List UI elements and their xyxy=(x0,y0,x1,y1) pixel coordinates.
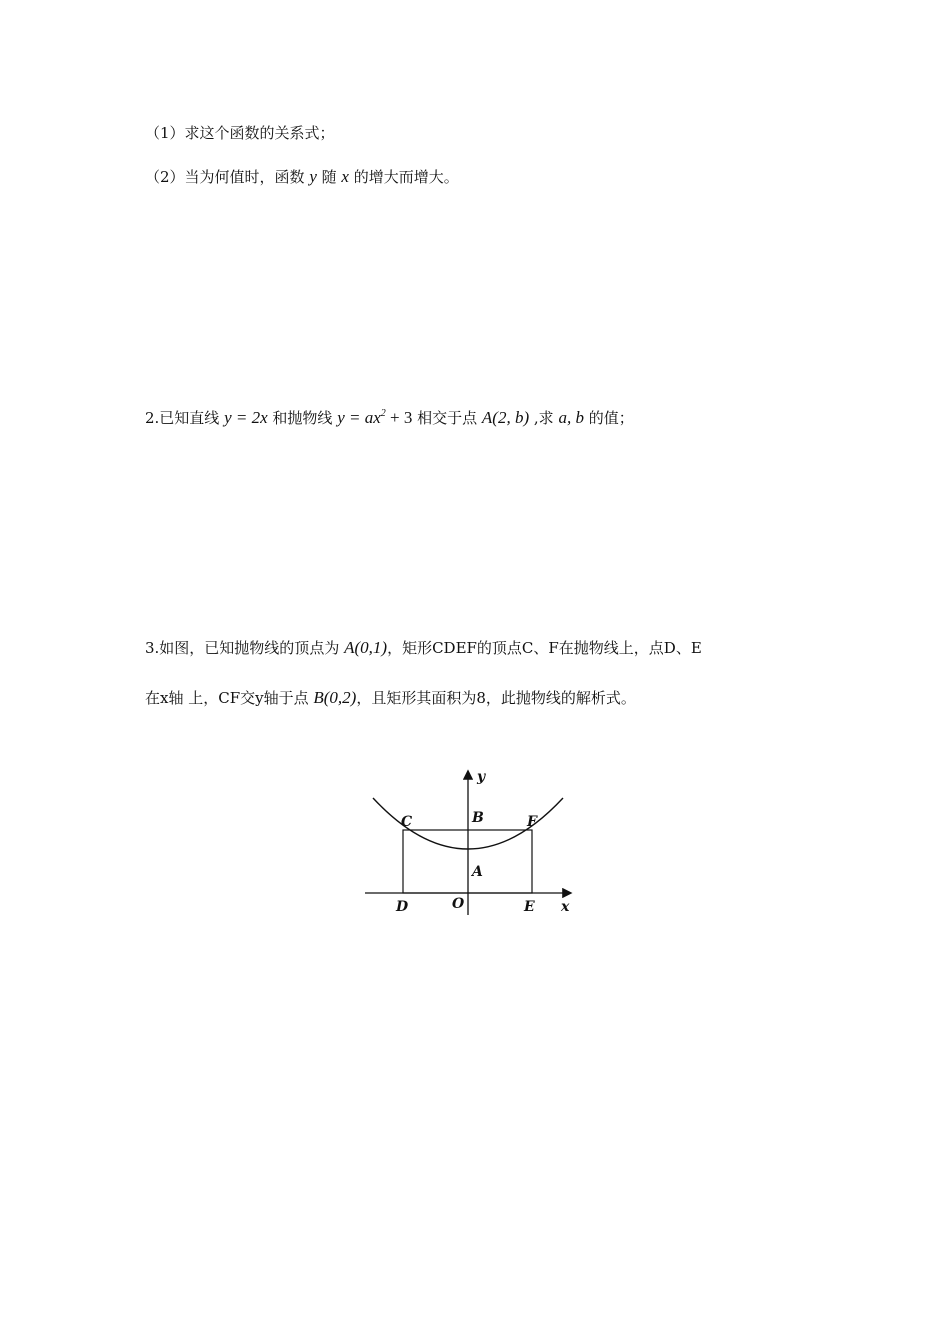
question-2 xyxy=(145,404,634,428)
q3-vertex: A(0,1) xyxy=(344,638,388,657)
q2-parabola-eq-part2: + 3 xyxy=(385,408,413,427)
q2-line-equation: y = 2x xyxy=(224,408,268,427)
q1-var-x: x xyxy=(341,167,349,186)
q3-text-l1a: 3.如图，已知抛物线的顶点为 xyxy=(145,639,345,657)
q2-text-a: 2.已知直线 xyxy=(145,409,225,427)
q1-sub1-text: （1）求这个函数的关系式； xyxy=(145,124,335,142)
label-D: D xyxy=(396,899,409,915)
q2-text-e: 的值； xyxy=(583,409,634,427)
question-1-part-2 xyxy=(145,167,459,187)
q2-variables: a, b xyxy=(558,408,584,427)
label-F: F xyxy=(527,814,537,830)
q1-sub2-text-a: （2）当为何值时，函数 xyxy=(145,168,310,186)
q3-text-l2a: 在x轴 上，CF交y轴于点 xyxy=(145,689,314,707)
q1-var-y: y xyxy=(309,167,317,186)
label-y: y xyxy=(477,769,486,785)
question-3-line-1 xyxy=(145,638,702,658)
q2-text-c: 相交于点 xyxy=(412,409,482,427)
q3-point-b: B(0,2) xyxy=(313,688,357,707)
q2-parabola-exponent: 2 xyxy=(380,408,386,419)
parabola-rectangle-figure xyxy=(355,760,595,930)
q2-text-b: 和抛物线 xyxy=(267,409,338,427)
q1-sub2-text-c: 的增大而增大。 xyxy=(348,168,459,186)
q1-sub2-text-b: 随 xyxy=(316,168,342,186)
label-x: x xyxy=(561,899,570,915)
q3-text-l2b: ，且矩形其面积为8，此抛物线的解析式。 xyxy=(356,689,636,707)
q2-point-a: A(2, b) xyxy=(481,408,530,427)
label-B: B xyxy=(472,810,484,826)
question-1-part-1 xyxy=(145,123,335,143)
figure-svg xyxy=(355,760,595,930)
q2-text-d: ,求 xyxy=(529,409,559,427)
q3-text-l1b: ，矩形CDEF的顶点C、F在抛物线上，点D、E xyxy=(387,639,702,657)
question-3-line-2 xyxy=(145,688,636,708)
q2-parabola-eq-part1: y = ax xyxy=(337,408,381,427)
label-A: A xyxy=(472,864,483,880)
label-O: O xyxy=(452,896,465,912)
label-C: C xyxy=(401,814,413,830)
q2-parabola-equation xyxy=(337,408,412,427)
label-E: E xyxy=(524,899,535,915)
